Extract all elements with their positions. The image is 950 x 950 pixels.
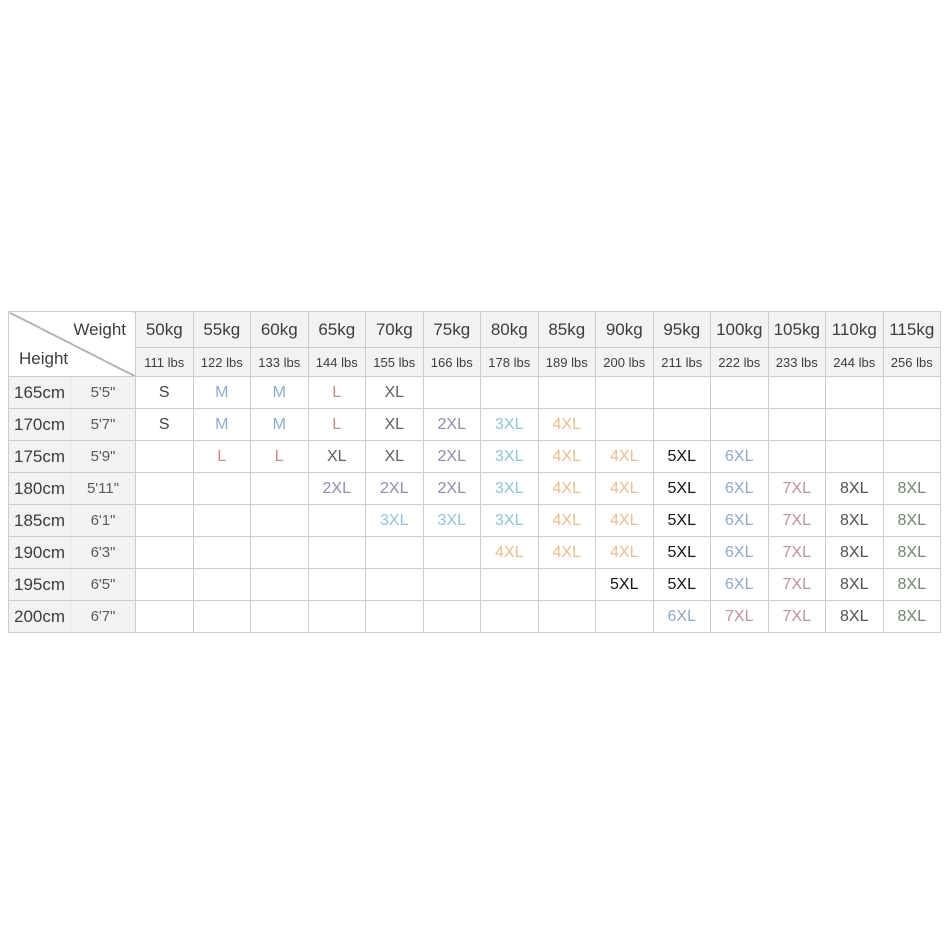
weight-kg-header: 105kg (768, 312, 826, 348)
empty-cell (136, 505, 194, 537)
empty-cell (653, 409, 711, 441)
empty-cell (136, 601, 194, 633)
empty-cell (423, 537, 481, 569)
height-ft-cell: 6'5" (71, 569, 136, 601)
size-cell: 2XL (423, 473, 481, 505)
size-table-header (9, 312, 941, 377)
empty-cell (596, 601, 654, 633)
size-cell: 7XL (711, 601, 769, 633)
size-cell: 6XL (711, 537, 769, 569)
weight-kg-header: 90kg (596, 312, 654, 348)
weight-kg-header: 95kg (653, 312, 711, 348)
weight-kg-header: 60kg (251, 312, 309, 348)
empty-cell (193, 537, 251, 569)
size-cell: 3XL (366, 505, 424, 537)
weight-kg-header: 75kg (423, 312, 481, 348)
size-cell: M (193, 377, 251, 409)
weight-kg-header: 115kg (883, 312, 941, 348)
empty-cell (193, 601, 251, 633)
size-cell: S (136, 409, 194, 441)
height-cm-cell: 200cm (9, 601, 71, 633)
size-cell: L (251, 441, 309, 473)
empty-cell (366, 601, 424, 633)
weight-lbs-header: 155 lbs (366, 348, 424, 377)
size-cell: 5XL (596, 569, 654, 601)
weight-kg-header: 65kg (308, 312, 366, 348)
size-cell: 3XL (423, 505, 481, 537)
empty-cell (251, 537, 309, 569)
size-cell: 7XL (768, 473, 826, 505)
weight-lbs-row (9, 348, 941, 377)
size-cell: S (136, 377, 194, 409)
empty-cell (136, 569, 194, 601)
size-cell: 4XL (481, 537, 539, 569)
size-cell: 5XL (653, 473, 711, 505)
height-cm-cell: 180cm (9, 473, 71, 505)
weight-lbs-header: 189 lbs (538, 348, 596, 377)
empty-cell (538, 377, 596, 409)
size-cell: 6XL (711, 441, 769, 473)
height-cm-cell: 185cm (9, 505, 71, 537)
size-cell: L (308, 409, 366, 441)
size-cell: 4XL (596, 473, 654, 505)
empty-cell (653, 377, 711, 409)
size-cell: 2XL (423, 441, 481, 473)
size-cell: 7XL (768, 569, 826, 601)
weight-kg-header: 110kg (826, 312, 884, 348)
weight-lbs-header: 133 lbs (251, 348, 309, 377)
empty-cell (251, 569, 309, 601)
height-cm-cell: 195cm (9, 569, 71, 601)
empty-cell (251, 473, 309, 505)
weight-lbs-header: 244 lbs (826, 348, 884, 377)
empty-cell (711, 409, 769, 441)
size-cell: 4XL (596, 537, 654, 569)
size-table-body (9, 377, 941, 633)
table-row (9, 537, 941, 569)
size-cell: 7XL (768, 505, 826, 537)
height-cm-cell: 190cm (9, 537, 71, 569)
size-cell: 4XL (538, 473, 596, 505)
empty-cell (366, 569, 424, 601)
empty-cell (423, 377, 481, 409)
size-cell: 2XL (423, 409, 481, 441)
size-cell: 8XL (883, 473, 941, 505)
table-row (9, 409, 941, 441)
weight-label: Weight (73, 320, 126, 339)
size-cell: 8XL (826, 569, 884, 601)
height-ft-cell: 5'11" (71, 473, 136, 505)
empty-cell (136, 473, 194, 505)
table-row (9, 601, 941, 633)
size-cell: 8XL (826, 505, 884, 537)
size-cell: 3XL (481, 505, 539, 537)
weight-lbs-header: 233 lbs (768, 348, 826, 377)
weight-kg-header: 80kg (481, 312, 539, 348)
weight-lbs-header: 256 lbs (883, 348, 941, 377)
height-label: Height (19, 349, 69, 368)
size-cell: 6XL (711, 473, 769, 505)
table-row (9, 441, 941, 473)
size-cell: 3XL (481, 441, 539, 473)
weight-kg-header: 85kg (538, 312, 596, 348)
table-row (9, 569, 941, 601)
height-cm-cell: 170cm (9, 409, 71, 441)
empty-cell (711, 377, 769, 409)
empty-cell (596, 377, 654, 409)
size-cell: 4XL (538, 409, 596, 441)
empty-cell (136, 537, 194, 569)
weight-lbs-header: 222 lbs (711, 348, 769, 377)
weight-lbs-header: 144 lbs (308, 348, 366, 377)
empty-cell (481, 569, 539, 601)
height-ft-cell: 6'3" (71, 537, 136, 569)
size-cell: 5XL (653, 569, 711, 601)
size-cell: 7XL (768, 601, 826, 633)
weight-kg-header: 70kg (366, 312, 424, 348)
empty-cell (423, 569, 481, 601)
size-cell: M (251, 409, 309, 441)
size-cell: 8XL (883, 601, 941, 633)
empty-cell (251, 505, 309, 537)
weight-lbs-header: 200 lbs (596, 348, 654, 377)
size-cell: XL (366, 409, 424, 441)
size-cell: 4XL (538, 441, 596, 473)
size-cell: M (193, 409, 251, 441)
weight-lbs-header: 211 lbs (653, 348, 711, 377)
size-cell: 6XL (653, 601, 711, 633)
size-cell: XL (308, 441, 366, 473)
size-cell: 8XL (826, 601, 884, 633)
empty-cell (596, 409, 654, 441)
empty-cell (423, 601, 481, 633)
weight-kg-header: 55kg (193, 312, 251, 348)
height-ft-cell: 5'5" (71, 377, 136, 409)
table-row (9, 377, 941, 409)
size-cell: 6XL (711, 569, 769, 601)
height-cm-cell: 175cm (9, 441, 71, 473)
size-cell: 8XL (883, 505, 941, 537)
size-cell: 8XL (883, 537, 941, 569)
empty-cell (193, 473, 251, 505)
size-cell: 5XL (653, 537, 711, 569)
empty-cell (193, 569, 251, 601)
size-cell: 3XL (481, 473, 539, 505)
height-cm-cell: 165cm (9, 377, 71, 409)
empty-cell (481, 601, 539, 633)
weight-lbs-header: 122 lbs (193, 348, 251, 377)
size-cell: 4XL (538, 537, 596, 569)
empty-cell (538, 601, 596, 633)
size-cell: 8XL (826, 537, 884, 569)
size-cell: L (193, 441, 251, 473)
empty-cell (308, 601, 366, 633)
size-cell: 7XL (768, 537, 826, 569)
weight-kg-header: 50kg (136, 312, 194, 348)
weight-kg-header: 100kg (711, 312, 769, 348)
height-ft-cell: 6'7" (71, 601, 136, 633)
table-row (9, 473, 941, 505)
height-ft-cell: 5'7" (71, 409, 136, 441)
empty-cell (193, 505, 251, 537)
empty-cell (826, 441, 884, 473)
weight-lbs-header: 111 lbs (136, 348, 194, 377)
size-cell: XL (366, 441, 424, 473)
weight-lbs-header: 178 lbs (481, 348, 539, 377)
empty-cell (883, 441, 941, 473)
height-ft-cell: 5'9" (71, 441, 136, 473)
empty-cell (136, 441, 194, 473)
empty-cell (826, 409, 884, 441)
empty-cell (883, 377, 941, 409)
size-cell: 8XL (883, 569, 941, 601)
empty-cell (768, 377, 826, 409)
empty-cell (883, 409, 941, 441)
size-cell: XL (366, 377, 424, 409)
table-row (9, 505, 941, 537)
empty-cell (768, 441, 826, 473)
size-cell: L (308, 377, 366, 409)
empty-cell (538, 569, 596, 601)
empty-cell (308, 569, 366, 601)
size-cell: 6XL (711, 505, 769, 537)
empty-cell (826, 377, 884, 409)
weight-kg-row (9, 312, 941, 348)
size-cell: 2XL (366, 473, 424, 505)
empty-cell (308, 537, 366, 569)
size-cell: M (251, 377, 309, 409)
size-chart-table (8, 311, 941, 633)
size-cell: 5XL (653, 505, 711, 537)
size-cell: 4XL (538, 505, 596, 537)
size-cell: 8XL (826, 473, 884, 505)
size-cell: 4XL (596, 441, 654, 473)
size-cell: 5XL (653, 441, 711, 473)
corner-cell (9, 312, 136, 377)
empty-cell (308, 505, 366, 537)
empty-cell (768, 409, 826, 441)
size-cell: 2XL (308, 473, 366, 505)
empty-cell (481, 377, 539, 409)
height-ft-cell: 6'1" (71, 505, 136, 537)
weight-lbs-header: 166 lbs (423, 348, 481, 377)
size-cell: 4XL (596, 505, 654, 537)
size-cell: 3XL (481, 409, 539, 441)
empty-cell (366, 537, 424, 569)
empty-cell (251, 601, 309, 633)
